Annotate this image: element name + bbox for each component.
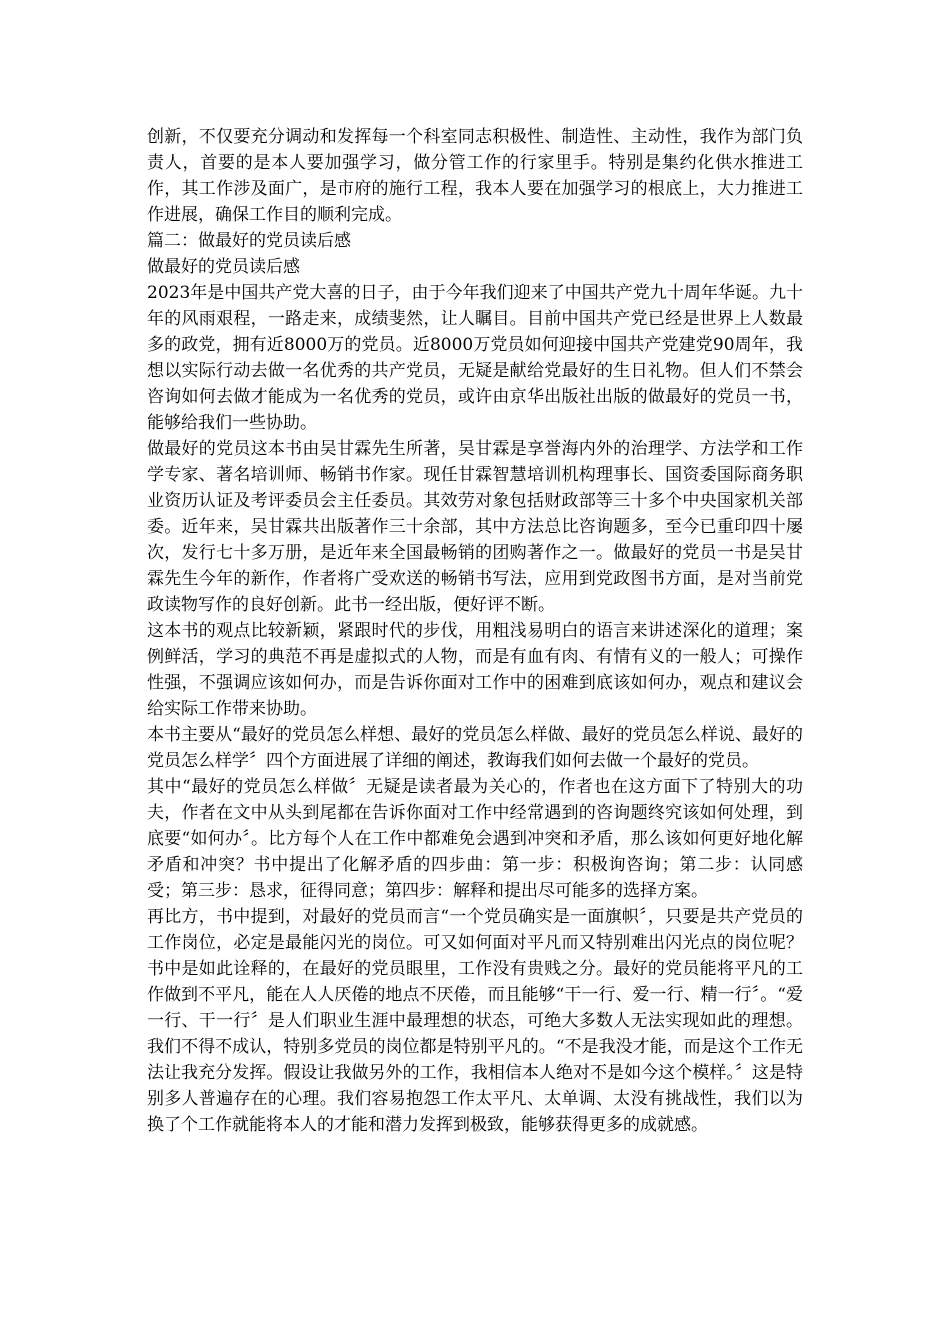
paragraph-banner: 再比方，书中提到，对最好的党员而言“一个党员确实是一面旗帜〞，只要是共产党员的工作岗位，必定是最能闪光的岗位。可又如何面对平凡而又特别难出闪光点的岗位呢？书中是如此诠释的，在最好的党员眼里，工作没有贵贱之分。最好的党员能将平凡的工作做到不平凡，能在人人厌倦的地点不厌倦，而且能够“干一行、爱一行、精一行〞。“爱一行、干一行〞是人们职业生涯中最理想的状态，可绝大多数人无法实现如此的理想。我们不得不成认，特别多党员的岗位都是特别平凡的。“不是我没才能，而是这个工作无法让我充分发挥。假设让我做另外的工作，我相信本人绝对不是如今这个模样。〞这是特别多人普遍存在的心理。我们容易抱怨工作太平凡、太单调、太没有挑战性，我们以为换了个工作就能将本人的才能和潜力发挥到极致，能够获得更多的成就感。 [147,907,803,1135]
paragraph-four-aspects: 本书主要从“最好的党员怎么样想、最好的党员怎么样做、最好的党员怎么样说、最好的党员怎么样学〞四个方面进展了详细的阐述，教诲我们如何去做一个最好的党员。 [147,725,803,771]
paragraph-intro-continuation: 创新，不仅要充分调动和发挥每一个科室同志积极性、制造性、主动性，我作为部门负责人，首要的是本人要加强学习，做分管工作的行家里手。特别是集约化供水推进工作，其工作涉及面广，是市府的施行工程，我本人要在加强学习的根底上，大力推进工作进展，确保工作目的顺利完成。 [147,127,803,225]
article-title: 做最好的党员读后感 [147,257,300,277]
paragraph-anniversary: 2023年是中国共产党大喜的日子，由于今年我们迎来了中国共产党九十周年华诞。九十年的风雨艰程，一路走来，成绩斐然，让人瞩目。目前中国共产党已经是世界上人数最多的政党，拥有近8000万的党员。近8000万党员如何迎接中国共产党建党90周年，我想以实际行动去做一名优秀的共产党员，无疑是献给党最好的生日礼物。但人们不禁会咨询如何去做才能成为一名优秀的党员，或许由京华出版社出版的做最好的党员一书，能够给我们一些协助。 [147,283,803,433]
section-heading: 篇二：做最好的党员读后感 [147,231,351,251]
paragraph-author: 做最好的党员这本书由吴甘霖先生所著，吴甘霖是享誉海内外的治理学、方法学和工作学专家、著名培训师、畅销书作家。现任甘霖智慧培训机构理事长、国资委国际商务职业资历认证及考评委员会主任委员。其效劳对象包括财政部等三十多个中央国家机关部委。近年来，吴甘霖共出版著作三十余部，其中方法总比咨询题多，至今已重印四十屡次，发行七十多万册，是近年来全国最畅销的团购著作之一。做最好的党员一书是吴甘霖先生今年的新作，作者将广受欢送的畅销书写法，应用到党政图书方面，是对当前党政读物写作的良好创新。此书一经出版，便好评不断。 [147,439,803,615]
paragraph-viewpoints: 这本书的观点比较新颖，紧跟时代的步伐，用粗浅易明白的语言来讲述深化的道理；案例鲜活，学习的典范不再是虚拟式的人物，而是有血有肉、有情有义的一般人；可操作性强，不强调应该如何办，而是告诉你面对工作中的困难到底该如何办，观点和建议会给实际工作带来协助。 [147,621,803,719]
document-page [147,124,803,1138]
paragraph-how-to-do: 其中“最好的党员怎么样做〞无疑是读者最为关心的，作者也在这方面下了特别大的功夫，作者在文中从头到尾都在告诉你面对工作中经常遇到的咨询题终究该如何处理，到底要“如何办〞。比方每个人在工作中都难免会遇到冲突和矛盾，那么该如何更好地化解矛盾和冲突？书中提出了化解矛盾的四步曲：第一步：积极询咨询；第二步：认同感受；第三步：恳求，征得同意；第四步：解释和提出尽可能多的选择方案。 [147,777,803,901]
